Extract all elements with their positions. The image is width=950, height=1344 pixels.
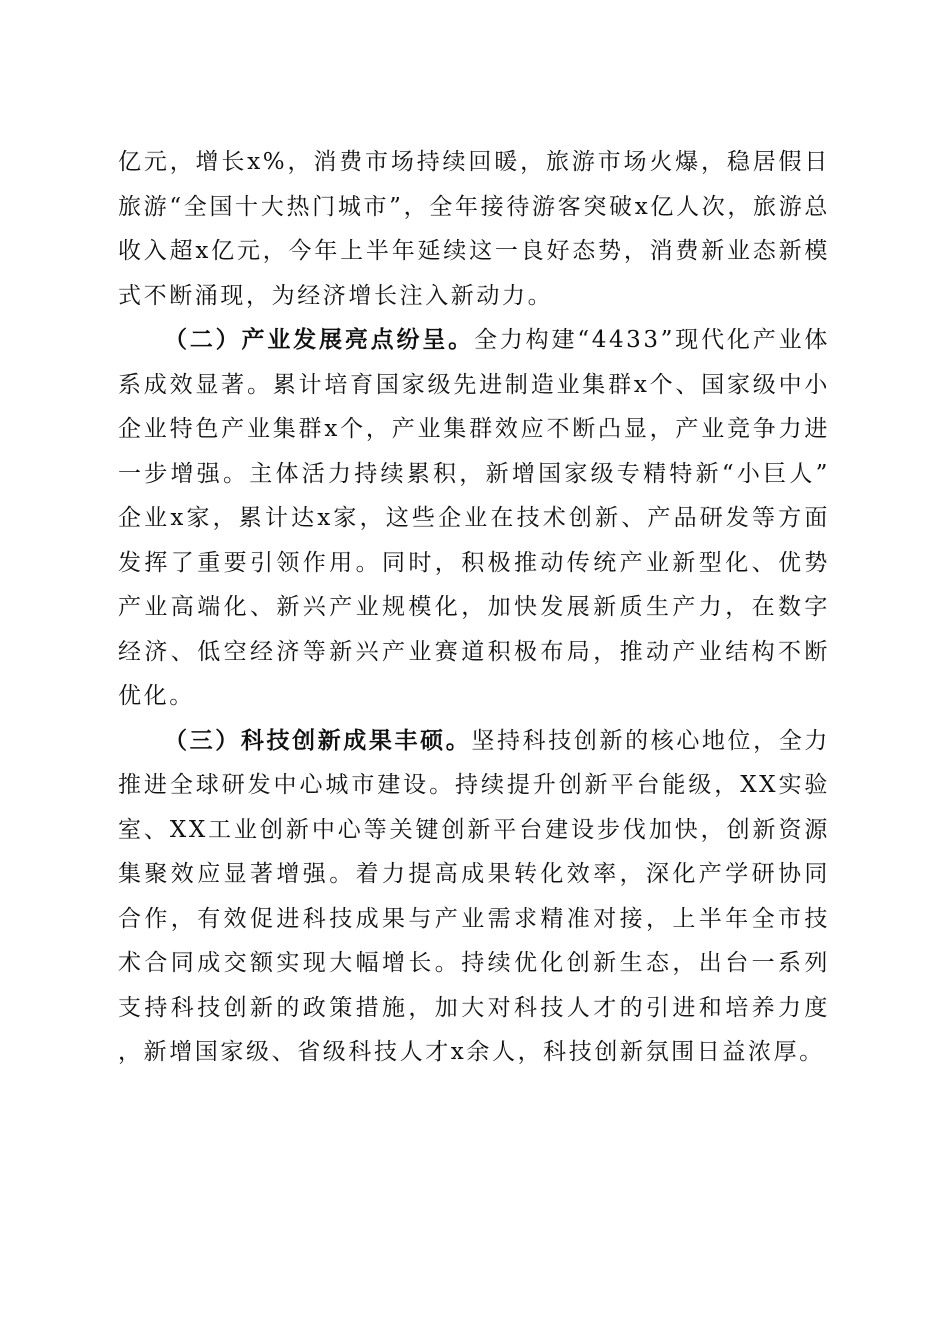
paragraph-industry	[118, 318, 830, 719]
paragraph-technology	[118, 719, 830, 1075]
section-heading-technology: （三）科技创新成果丰硕。	[164, 726, 472, 754]
section-heading-industry: （二）产业发展亮点纷呈。	[164, 326, 475, 353]
paragraph-text: 坚持科技创新的核心地位，全力推进全球研发中心城市建设。持续提升创新平台能级，XX实验室、XX工业创新中心等关键创新平台建设步伐加快，创新资源集聚效应显著增强。着力提高成果转化效率，深化产学研协同合作，有效促进科技成果与产业需求精准对接，上半年全市技术合同成交额实现大幅增长。持续优化创新生态，出台一系列支持科技创新的政策措施，加大对科技人才的引进和培养力度，新增国家级、省级科技人才x余人，科技创新氛围日益浓厚。	[118, 727, 830, 1065]
paragraph-continuation	[118, 140, 830, 318]
paragraph-text: 亿元，增长x%，消费市场持续回暖，旅游市场火爆，稳居假日旅游“全国十大热门城市”，全年接待游客突破x亿人次，旅游总收入超x亿元，今年上半年延续这一良好态势，消费新业态新模式不断涌现，为经济增长注入新动力。	[118, 149, 830, 309]
document-page	[118, 140, 830, 1075]
paragraph-text: 全力构建“4433”现代化产业体系成效显著。累计培育国家级先进制造业集群x个、国家级中小企业特色产业集群x个，产业集群效应不断凸显，产业竞争力进一步增强。主体活力持续累积，新增国家级专精特新“小巨人”企业x家，累计达x家，这些企业在技术创新、产品研发等方面发挥了重要引领作用。同时，积极推动传统产业新型化、优势产业高端化、新兴产业规模化，加快发展新质生产力，在数字经济、低空经济等新兴产业赛道积极布局，推动产业结构不断优化。	[118, 327, 831, 709]
